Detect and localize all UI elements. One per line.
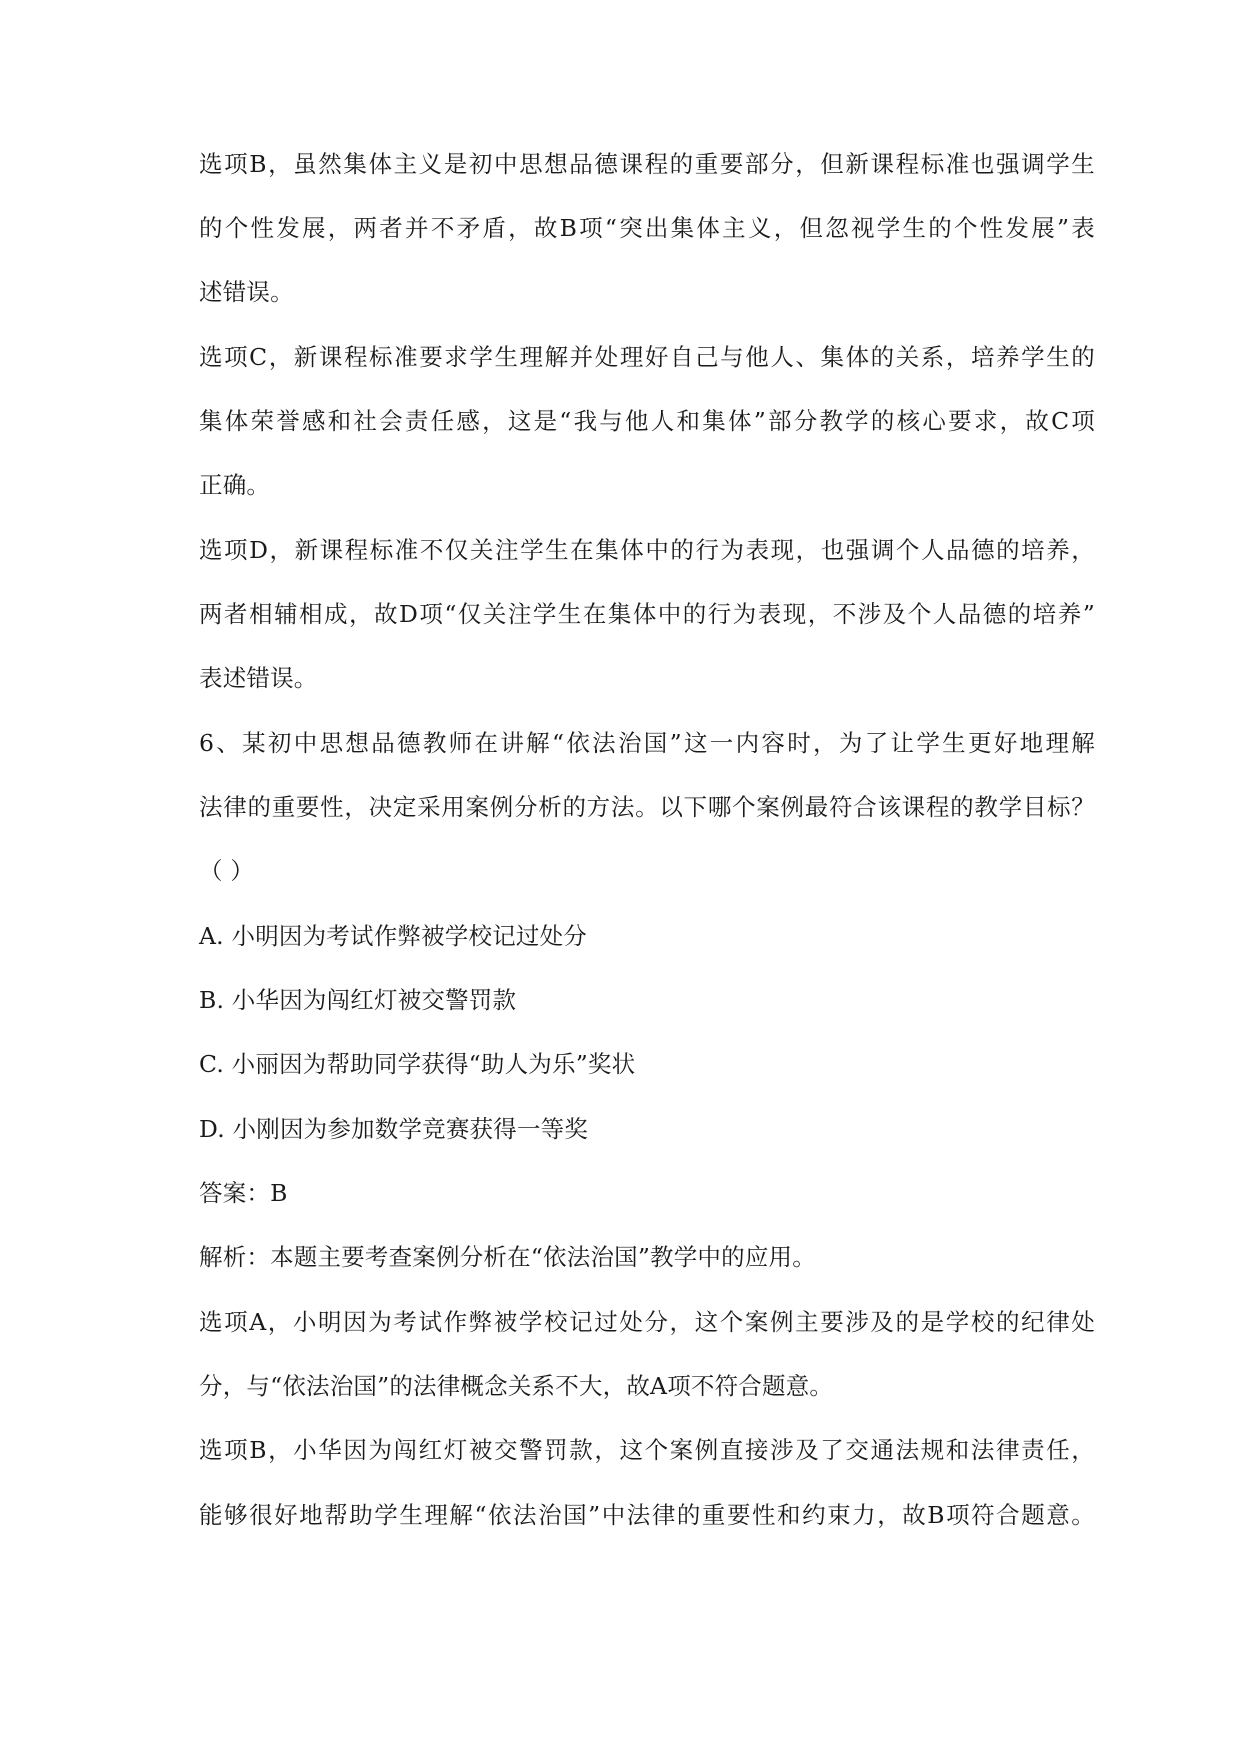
- text-line: 的个性发展，两者并不矛盾，故B项“突出集体主义，但忽视学生的个性发展”表: [199, 214, 1095, 242]
- option-c: C. 小丽因为帮助同学获得“助人为乐”奖状: [199, 1050, 636, 1078]
- text-line: 选项B，小华因为闯红灯被交警罚款，这个案例直接涉及了交通法规和法律责任，: [199, 1436, 1095, 1464]
- question-stem: 6、某初中思想品德教师在讲解“依法治国”这一内容时，为了让学生更好地理解: [199, 729, 1095, 757]
- answer-line: 答案：B: [199, 1179, 288, 1207]
- option-b: B. 小华因为闯红灯被交警罚款: [199, 986, 517, 1014]
- text-line: 选项A，小明因为考试作弊被学校记过处分，这个案例主要涉及的是学校的纪律处: [199, 1308, 1095, 1336]
- question-stem: 法律的重要性，决定采用案例分析的方法。以下哪个案例最符合该课程的教学目标？: [199, 793, 1095, 821]
- text-line: 表述错误。: [199, 664, 318, 692]
- option-d: D. 小刚因为参加数学竞赛获得一等奖: [199, 1115, 589, 1143]
- text-line: 两者相辅相成，故D项“仅关注学生在集体中的行为表现，不涉及个人品德的培养”: [199, 600, 1095, 628]
- answer-blank: （ ）: [199, 857, 255, 885]
- text-line: 正确。: [199, 471, 271, 499]
- text-line: 能够很好地帮助学生理解“依法治国”中法律的重要性和约束力，故B项符合题意。: [199, 1501, 1095, 1529]
- analysis-line: 解析：本题主要考查案例分析在“依法治国”教学中的应用。: [199, 1243, 816, 1271]
- option-a: A. 小明因为考试作弊被学校记过处分: [199, 922, 588, 950]
- text-line: 集体荣誉感和社会责任感，这是“我与他人和集体”部分教学的核心要求，故C项: [199, 407, 1095, 435]
- text-line: 选项C，新课程标准要求学生理解并处理好自己与他人、集体的关系，培养学生的: [199, 343, 1095, 371]
- text-line: 述错误。: [199, 278, 294, 306]
- text-line: 分，与“依法治国”的法律概念关系不大，故A项不符合题意。: [199, 1372, 834, 1400]
- text-line: 选项B，虽然集体主义是初中思想品德课程的重要部分，但新课程标准也强调学生: [199, 150, 1095, 178]
- text-line: 选项D，新课程标准不仅关注学生在集体中的行为表现，也强调个人品德的培养，: [199, 536, 1095, 564]
